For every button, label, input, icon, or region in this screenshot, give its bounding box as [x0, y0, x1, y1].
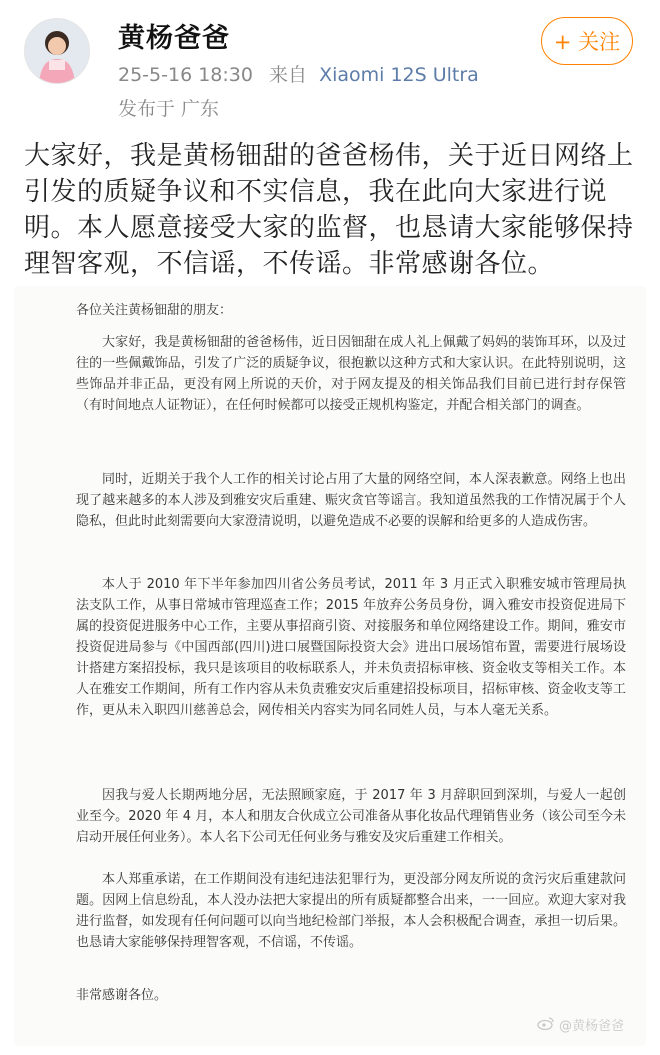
- weibo-logo-icon: [537, 1016, 555, 1034]
- post-location: 发布于 广东: [118, 98, 220, 120]
- letter-paragraph: 同时，近期关于我个人工作的相关讨论占用了大量的网络空间，本人深表歉意。网络上也出现了越来越多的本人涉及到雅安灾后重建、赈灾贪官等谣言。我知道虽然我的工作情况属于个人隐私，但此时此刻需要向大家澄清说明，以避免造成不必要的误解和给更多的人造成伤害。: [76, 472, 626, 529]
- avatar[interactable]: [24, 18, 90, 84]
- watermark: [537, 1015, 624, 1034]
- letter-paragraph: 本人郑重承诺，在工作期间没有违纪违法犯罪行为，更没部分网友所说的贪污灾后重建款问题。因网上信息纷乱，本人没办法把大家提出的所有质疑都整合出来，一一回应。欢迎大家对我进行监督，如发现有任何问题可以向当地纪检部门举报，本人会积极配合调查，承担一切后果。也恳请大家能够保持理智客观，不信谣，不传谣。: [76, 872, 626, 950]
- follow-button[interactable]: + 关注: [541, 17, 633, 65]
- statement-image[interactable]: [14, 286, 646, 1046]
- letter-greeting: 各位关注黄杨钿甜的朋友：: [76, 303, 233, 318]
- username[interactable]: 黄杨爸爸: [118, 23, 230, 54]
- device-link[interactable]: Xiaomi 12S Ultra: [319, 64, 479, 86]
- source-prefix: 来自: [269, 64, 308, 86]
- post-time: 25-5-16 18:30: [118, 64, 253, 86]
- letter-paragraph: 因我与爱人长期两地分居，无法照顾家庭，于 2017 年 3 月辞职回到深圳，与爱人一起创业至今。2020 年 4 月，本人和朋友合伙成立公司准备从事化妆品代理销售业务（该公司至今未启动开展任何业务）。本人名下公司无任何业务与雅安及灾后重建工作相关。: [76, 788, 626, 845]
- letter-paragraph: 大家好，我是黄杨钿甜的爸爸杨伟，近日因钿甜在成人礼上佩戴了妈妈的装饰耳环，以及过往的一些佩戴饰品，引发了广泛的质疑争议，很抱歉以这种方式和大家认识。在此特别说明，这些饰品并非正品，更没有网上所说的天价，对于网友提及的相关饰品我们目前已进行封存保管（有时间地点人证物证），在任何时候都可以接受正规机构鉴定，并配合相关部门的调查。: [76, 335, 626, 413]
- letter-paragraph: 本人于 2010 年下半年参加四川省公务员考试，2011 年 3 月正式入职雅安城市管理局执法支队工作，从事日常城市管理巡查工作；2015 年放弃公务员身份，调入雅安市投资促进局下属的投资促进服务中心工作，主要从事招商引资、对接服务和单位网络建设工作。期间，雅安市投资促进局参与《中国西部(四川)进口展暨国际投资大会》进出口展场馆布置，需要进行展场设计搭建方案招投标，我只是该项目的收标联系人，并未负责招标审核、资金收支等相关工作。本人在雅安工作期间，所有工作内容从未负责雅安灾后重建招投标项目，招标审核、资金收支等工作，更从未入职四川慈善总会，网传相关内容实为同名同姓人员，与本人毫无关系。: [76, 577, 626, 718]
- post-header: [0, 0, 660, 130]
- avatar-image: [25, 19, 89, 83]
- post-body: 大家好，我是黄杨钿甜的爸爸杨伟，关于近日网络上引发的质疑争议和不实信息，我在此向大家进行说明。本人愿意接受大家的监督，也恳请大家能够保持理智客观，不信谣，不传谣。非常感谢各位。: [24, 141, 634, 279]
- watermark-text: @黄杨爸爸: [558, 1019, 624, 1034]
- letter-closing: 非常感谢各位。: [76, 988, 168, 1003]
- post-meta: [118, 60, 479, 87]
